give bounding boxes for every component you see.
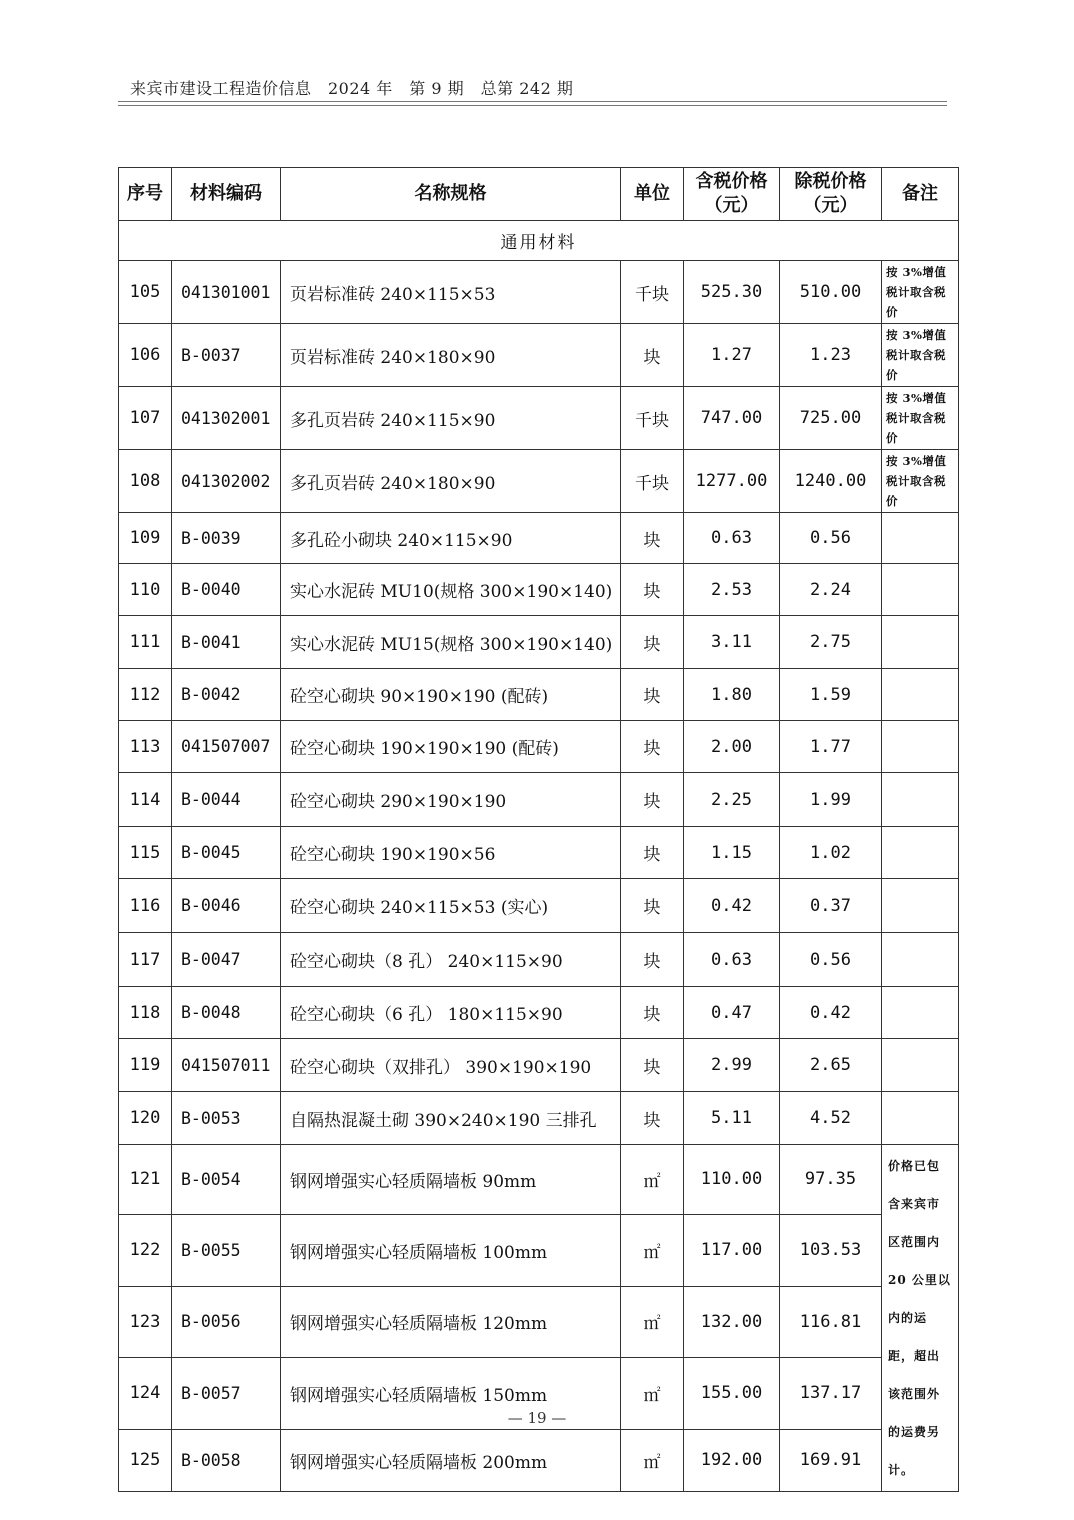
row-no: 125 <box>119 1429 172 1491</box>
row-name: 实心水泥砖 MU10(规格 300×190×140) <box>281 564 621 616</box>
row-price-notax: 725.00 <box>780 387 882 450</box>
row-name: 页岩标准砖 240×180×90 <box>281 324 621 387</box>
row-name: 砼空心砌块 190×190×190 (配砖) <box>281 721 621 773</box>
table-row <box>119 933 959 987</box>
table-row <box>119 1429 959 1491</box>
row-note <box>882 564 959 616</box>
row-code: B-0048 <box>172 987 281 1039</box>
row-name: 钢网增强实心轻质隔墙板 100mm <box>281 1214 621 1286</box>
table-row <box>119 1039 959 1092</box>
row-code: B-0040 <box>172 564 281 616</box>
row-no: 123 <box>119 1286 172 1357</box>
table-row <box>119 879 959 933</box>
table-row <box>119 1214 959 1286</box>
row-no: 118 <box>119 987 172 1039</box>
row-note <box>882 773 959 827</box>
row-no: 116 <box>119 879 172 933</box>
row-name: 多孔页岩砖 240×180×90 <box>281 450 621 513</box>
row-name: 砼空心砌块（8 孔） 240×115×90 <box>281 933 621 987</box>
col-header-price-notax: 除税价格 （元） <box>780 168 882 221</box>
row-price-notax: 97.35 <box>780 1145 882 1215</box>
row-price-tax: 1.27 <box>684 324 780 387</box>
col-header-price-tax: 含税价格 （元） <box>684 168 780 221</box>
row-price-notax: 2.75 <box>780 616 882 669</box>
page-number: — 19 — <box>507 1409 567 1427</box>
row-note: 按 3%增值税计取含税价 <box>882 450 959 513</box>
col-header-unit: 单位 <box>621 168 684 221</box>
row-price-notax: 169.91 <box>780 1429 882 1491</box>
row-code: B-0047 <box>172 933 281 987</box>
row-unit: ㎡ <box>621 1214 684 1286</box>
table-row <box>119 324 959 387</box>
section-row <box>119 221 959 261</box>
row-code: B-0037 <box>172 324 281 387</box>
row-price-notax: 1.77 <box>780 721 882 773</box>
row-price-tax: 747.00 <box>684 387 780 450</box>
row-note <box>882 721 959 773</box>
table-row <box>119 1145 959 1215</box>
row-name: 砼空心砌块 290×190×190 <box>281 773 621 827</box>
row-code: B-0041 <box>172 616 281 669</box>
row-price-tax: 0.63 <box>684 933 780 987</box>
row-note <box>882 987 959 1039</box>
row-name: 钢网增强实心轻质隔墙板 200mm <box>281 1429 621 1491</box>
table-row <box>119 987 959 1039</box>
table-row <box>119 773 959 827</box>
row-price-notax: 2.65 <box>780 1039 882 1092</box>
row-price-tax: 2.25 <box>684 773 780 827</box>
table-row <box>119 1286 959 1357</box>
row-unit: 千块 <box>621 450 684 513</box>
row-unit: 千块 <box>621 261 684 324</box>
row-no: 108 <box>119 450 172 513</box>
row-price-notax: 1.99 <box>780 773 882 827</box>
row-price-notax: 510.00 <box>780 261 882 324</box>
row-unit: ㎡ <box>621 1429 684 1491</box>
col-header-note: 备注 <box>882 168 959 221</box>
row-no: 119 <box>119 1039 172 1092</box>
row-no: 112 <box>119 669 172 721</box>
row-no: 113 <box>119 721 172 773</box>
row-no: 115 <box>119 827 172 879</box>
row-name: 多孔砼小砌块 240×115×90 <box>281 513 621 564</box>
table-row <box>119 564 959 616</box>
row-unit: 块 <box>621 669 684 721</box>
row-price-notax: 116.81 <box>780 1286 882 1357</box>
row-price-tax: 1.80 <box>684 669 780 721</box>
row-price-tax: 0.63 <box>684 513 780 564</box>
row-code: B-0042 <box>172 669 281 721</box>
row-unit: 块 <box>621 324 684 387</box>
header-row <box>119 168 959 221</box>
row-price-tax: 1277.00 <box>684 450 780 513</box>
row-name: 砼空心砌块（双排孔） 390×190×190 <box>281 1039 621 1092</box>
table-row <box>119 261 959 324</box>
row-code: 041301001 <box>172 261 281 324</box>
row-price-tax: 192.00 <box>684 1429 780 1491</box>
row-code: 041507011 <box>172 1039 281 1092</box>
row-name: 砼空心砌块（6 孔） 180×115×90 <box>281 987 621 1039</box>
price-table <box>118 167 959 1492</box>
row-no: 110 <box>119 564 172 616</box>
row-code: 041302001 <box>172 387 281 450</box>
row-no: 120 <box>119 1092 172 1145</box>
row-price-tax: 0.47 <box>684 987 780 1039</box>
row-unit: 块 <box>621 513 684 564</box>
row-note <box>882 616 959 669</box>
row-price-notax: 0.37 <box>780 879 882 933</box>
row-note <box>882 669 959 721</box>
col-header-no: 序号 <box>119 168 172 221</box>
row-name: 钢网增强实心轻质隔墙板 120mm <box>281 1286 621 1357</box>
header-rule <box>118 101 947 106</box>
row-unit: 块 <box>621 1039 684 1092</box>
row-unit: ㎡ <box>621 1357 684 1429</box>
row-no: 124 <box>119 1357 172 1429</box>
row-price-tax: 525.30 <box>684 261 780 324</box>
merged-note: 价格已包含来宾市区范围内 20 公里以内的运距，超出该范围外的运费另计。 <box>882 1145 959 1492</box>
table-row <box>119 387 959 450</box>
table-row <box>119 450 959 513</box>
row-name: 砼空心砌块 90×190×190 (配砖) <box>281 669 621 721</box>
row-name: 砼空心砌块 190×190×56 <box>281 827 621 879</box>
row-no: 107 <box>119 387 172 450</box>
table-row <box>119 513 959 564</box>
row-price-notax: 1.59 <box>780 669 882 721</box>
row-code: B-0057 <box>172 1357 281 1429</box>
row-code: B-0039 <box>172 513 281 564</box>
row-price-notax: 0.56 <box>780 513 882 564</box>
row-price-tax: 2.00 <box>684 721 780 773</box>
row-note <box>882 1039 959 1092</box>
row-price-tax: 5.11 <box>684 1092 780 1145</box>
row-unit: ㎡ <box>621 1145 684 1215</box>
row-no: 109 <box>119 513 172 564</box>
row-note <box>882 879 959 933</box>
row-no: 121 <box>119 1145 172 1215</box>
row-price-notax: 0.42 <box>780 987 882 1039</box>
row-price-notax: 4.52 <box>780 1092 882 1145</box>
row-note <box>882 513 959 564</box>
row-no: 117 <box>119 933 172 987</box>
table-row <box>119 1092 959 1145</box>
page-header: 来宾市建设工程造价信息 2024 年 第 9 期 总第 242 期 <box>130 79 574 98</box>
row-note: 按 3%增值税计取含税价 <box>882 261 959 324</box>
row-no: 122 <box>119 1214 172 1286</box>
row-no: 114 <box>119 773 172 827</box>
row-unit: 块 <box>621 721 684 773</box>
row-unit: 块 <box>621 933 684 987</box>
row-code: B-0045 <box>172 827 281 879</box>
row-unit: 千块 <box>621 387 684 450</box>
row-code: 041302002 <box>172 450 281 513</box>
row-code: B-0046 <box>172 879 281 933</box>
row-code: B-0044 <box>172 773 281 827</box>
row-unit: 块 <box>621 879 684 933</box>
row-price-tax: 3.11 <box>684 616 780 669</box>
row-note <box>882 933 959 987</box>
table-row <box>119 669 959 721</box>
row-price-tax: 117.00 <box>684 1214 780 1286</box>
row-price-notax: 103.53 <box>780 1214 882 1286</box>
row-price-tax: 2.53 <box>684 564 780 616</box>
row-name: 砼空心砌块 240×115×53 (实心) <box>281 879 621 933</box>
row-code: B-0055 <box>172 1214 281 1286</box>
row-code: B-0053 <box>172 1092 281 1145</box>
row-note <box>882 1092 959 1145</box>
row-unit: 块 <box>621 1092 684 1145</box>
row-name: 自隔热混凝土砌 390×240×190 三排孔 <box>281 1092 621 1145</box>
row-code: 041507007 <box>172 721 281 773</box>
row-note <box>882 827 959 879</box>
row-no: 105 <box>119 261 172 324</box>
row-price-tax: 132.00 <box>684 1286 780 1357</box>
table-row <box>119 827 959 879</box>
col-header-name: 名称规格 <box>281 168 621 221</box>
row-note: 按 3%增值税计取含税价 <box>882 324 959 387</box>
row-price-tax: 2.99 <box>684 1039 780 1092</box>
row-price-notax: 1.23 <box>780 324 882 387</box>
col-header-code: 材料编码 <box>172 168 281 221</box>
row-price-notax: 1.02 <box>780 827 882 879</box>
row-no: 106 <box>119 324 172 387</box>
row-code: B-0054 <box>172 1145 281 1215</box>
row-price-notax: 1240.00 <box>780 450 882 513</box>
row-unit: ㎡ <box>621 1286 684 1357</box>
row-price-tax: 1.15 <box>684 827 780 879</box>
row-price-tax: 155.00 <box>684 1357 780 1429</box>
row-name: 页岩标准砖 240×115×53 <box>281 261 621 324</box>
table-row <box>119 721 959 773</box>
row-no: 111 <box>119 616 172 669</box>
row-name: 多孔页岩砖 240×115×90 <box>281 387 621 450</box>
row-price-notax: 0.56 <box>780 933 882 987</box>
row-price-tax: 110.00 <box>684 1145 780 1215</box>
row-code: B-0056 <box>172 1286 281 1357</box>
row-unit: 块 <box>621 987 684 1039</box>
row-unit: 块 <box>621 616 684 669</box>
row-unit: 块 <box>621 564 684 616</box>
row-name: 钢网增强实心轻质隔墙板 90mm <box>281 1145 621 1215</box>
row-price-notax: 2.24 <box>780 564 882 616</box>
row-unit: 块 <box>621 773 684 827</box>
row-unit: 块 <box>621 827 684 879</box>
row-price-tax: 0.42 <box>684 879 780 933</box>
row-code: B-0058 <box>172 1429 281 1491</box>
row-name: 实心水泥砖 MU15(规格 300×190×140) <box>281 616 621 669</box>
row-price-notax: 137.17 <box>780 1357 882 1429</box>
table-row <box>119 616 959 669</box>
row-note: 按 3%增值税计取含税价 <box>882 387 959 450</box>
row-name: 钢网增强实心轻质隔墙板 150mm <box>281 1357 621 1429</box>
section-title: 通用材料 <box>119 221 959 261</box>
